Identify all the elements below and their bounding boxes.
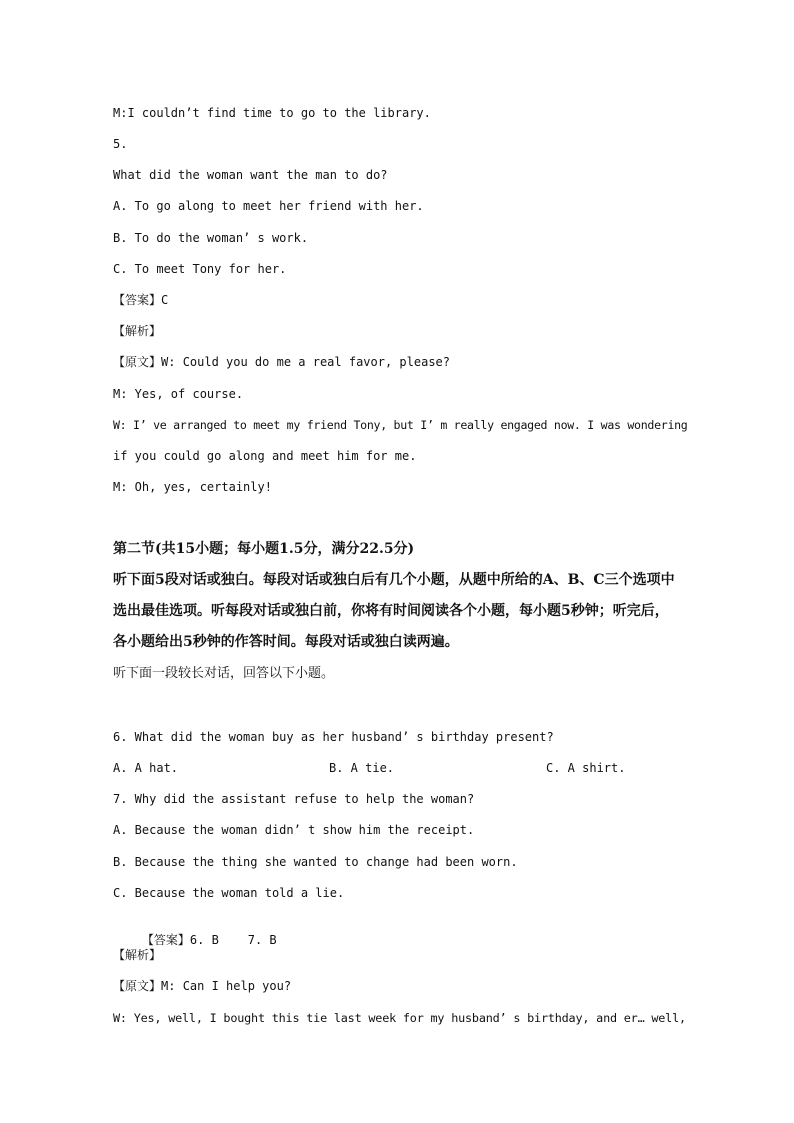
option-c: C. A shirt.	[546, 761, 626, 775]
answer-label: 【答案】	[113, 293, 162, 307]
section-instructions: 选出最佳选项。听每段对话或独白前，你将有时间阅读各个小题，每小题5秒钟；听完后，	[113, 603, 669, 619]
transcript-label: 【原文】	[113, 979, 162, 993]
option-b: B. A tie.	[329, 761, 395, 775]
question-text: 7. Why did the assistant refuse to help the woman?	[113, 792, 475, 806]
transcript-text: W: Could you do me a real favor, please?	[161, 355, 450, 369]
dialogue-line: M: Oh, yes, certainly!	[113, 480, 272, 494]
dialogue-line: if you could go along and meet him for me.	[113, 449, 417, 463]
analysis-label: 【解析】	[113, 324, 162, 338]
dialogue-line: W: Yes, well, I bought this tie last week for my husband’ s birthday, and er… well,	[113, 1011, 686, 1025]
transcript-label: 【原文】	[113, 355, 162, 369]
section-instructions: 听下面5段对话或独白。每段对话或独白后有几个小题，从题中所给的A、B、C三个选项中	[113, 572, 675, 588]
sub-instruction: 听下面一段较长对话，回答以下小题。	[113, 666, 335, 681]
option-a: A. To go along to meet her friend with her.	[113, 199, 424, 213]
question-number: 5.	[113, 137, 128, 151]
transcript-text: M: Can I help you?	[161, 979, 292, 993]
answer-label: 【答案】	[141, 933, 190, 947]
dialogue-line: W: I’ ve arranged to meet my friend Tony, but I’ m really engaged now. I was wondering	[113, 418, 688, 432]
section-instructions: 各小题给出5秒钟的作答时间。每段对话或独白读两遍。	[113, 634, 459, 650]
transcript-line	[113, 978, 291, 994]
option-b: B. Because the thing she wanted to change had been worn.	[113, 855, 518, 869]
dialogue-line: M:I couldn’t find time to go to the library.	[113, 106, 431, 120]
option-a: A. A hat.	[113, 761, 179, 775]
answer-value: 6. B 7. B	[189, 933, 277, 947]
dialogue-line: M: Yes, of course.	[113, 387, 244, 401]
answer-line	[113, 292, 168, 308]
analysis-label: 【解析】	[113, 948, 162, 962]
section-heading: 第二节(共15小题；每小题1.5分，满分22.5分)	[113, 541, 415, 557]
answer-value: C	[161, 293, 169, 307]
option-a: A. Because the woman didn’ t show him the receipt.	[113, 823, 475, 837]
question-text: What did the woman want the man to do?	[113, 168, 388, 182]
transcript-line	[113, 354, 450, 370]
option-c: C. To meet Tony for her.	[113, 262, 287, 276]
option-c: C. Because the woman told a lie.	[113, 886, 345, 900]
option-b: B. To do the woman’ s work.	[113, 231, 309, 245]
question-text: 6. What did the woman buy as her husband’ s birthday present?	[113, 730, 554, 744]
